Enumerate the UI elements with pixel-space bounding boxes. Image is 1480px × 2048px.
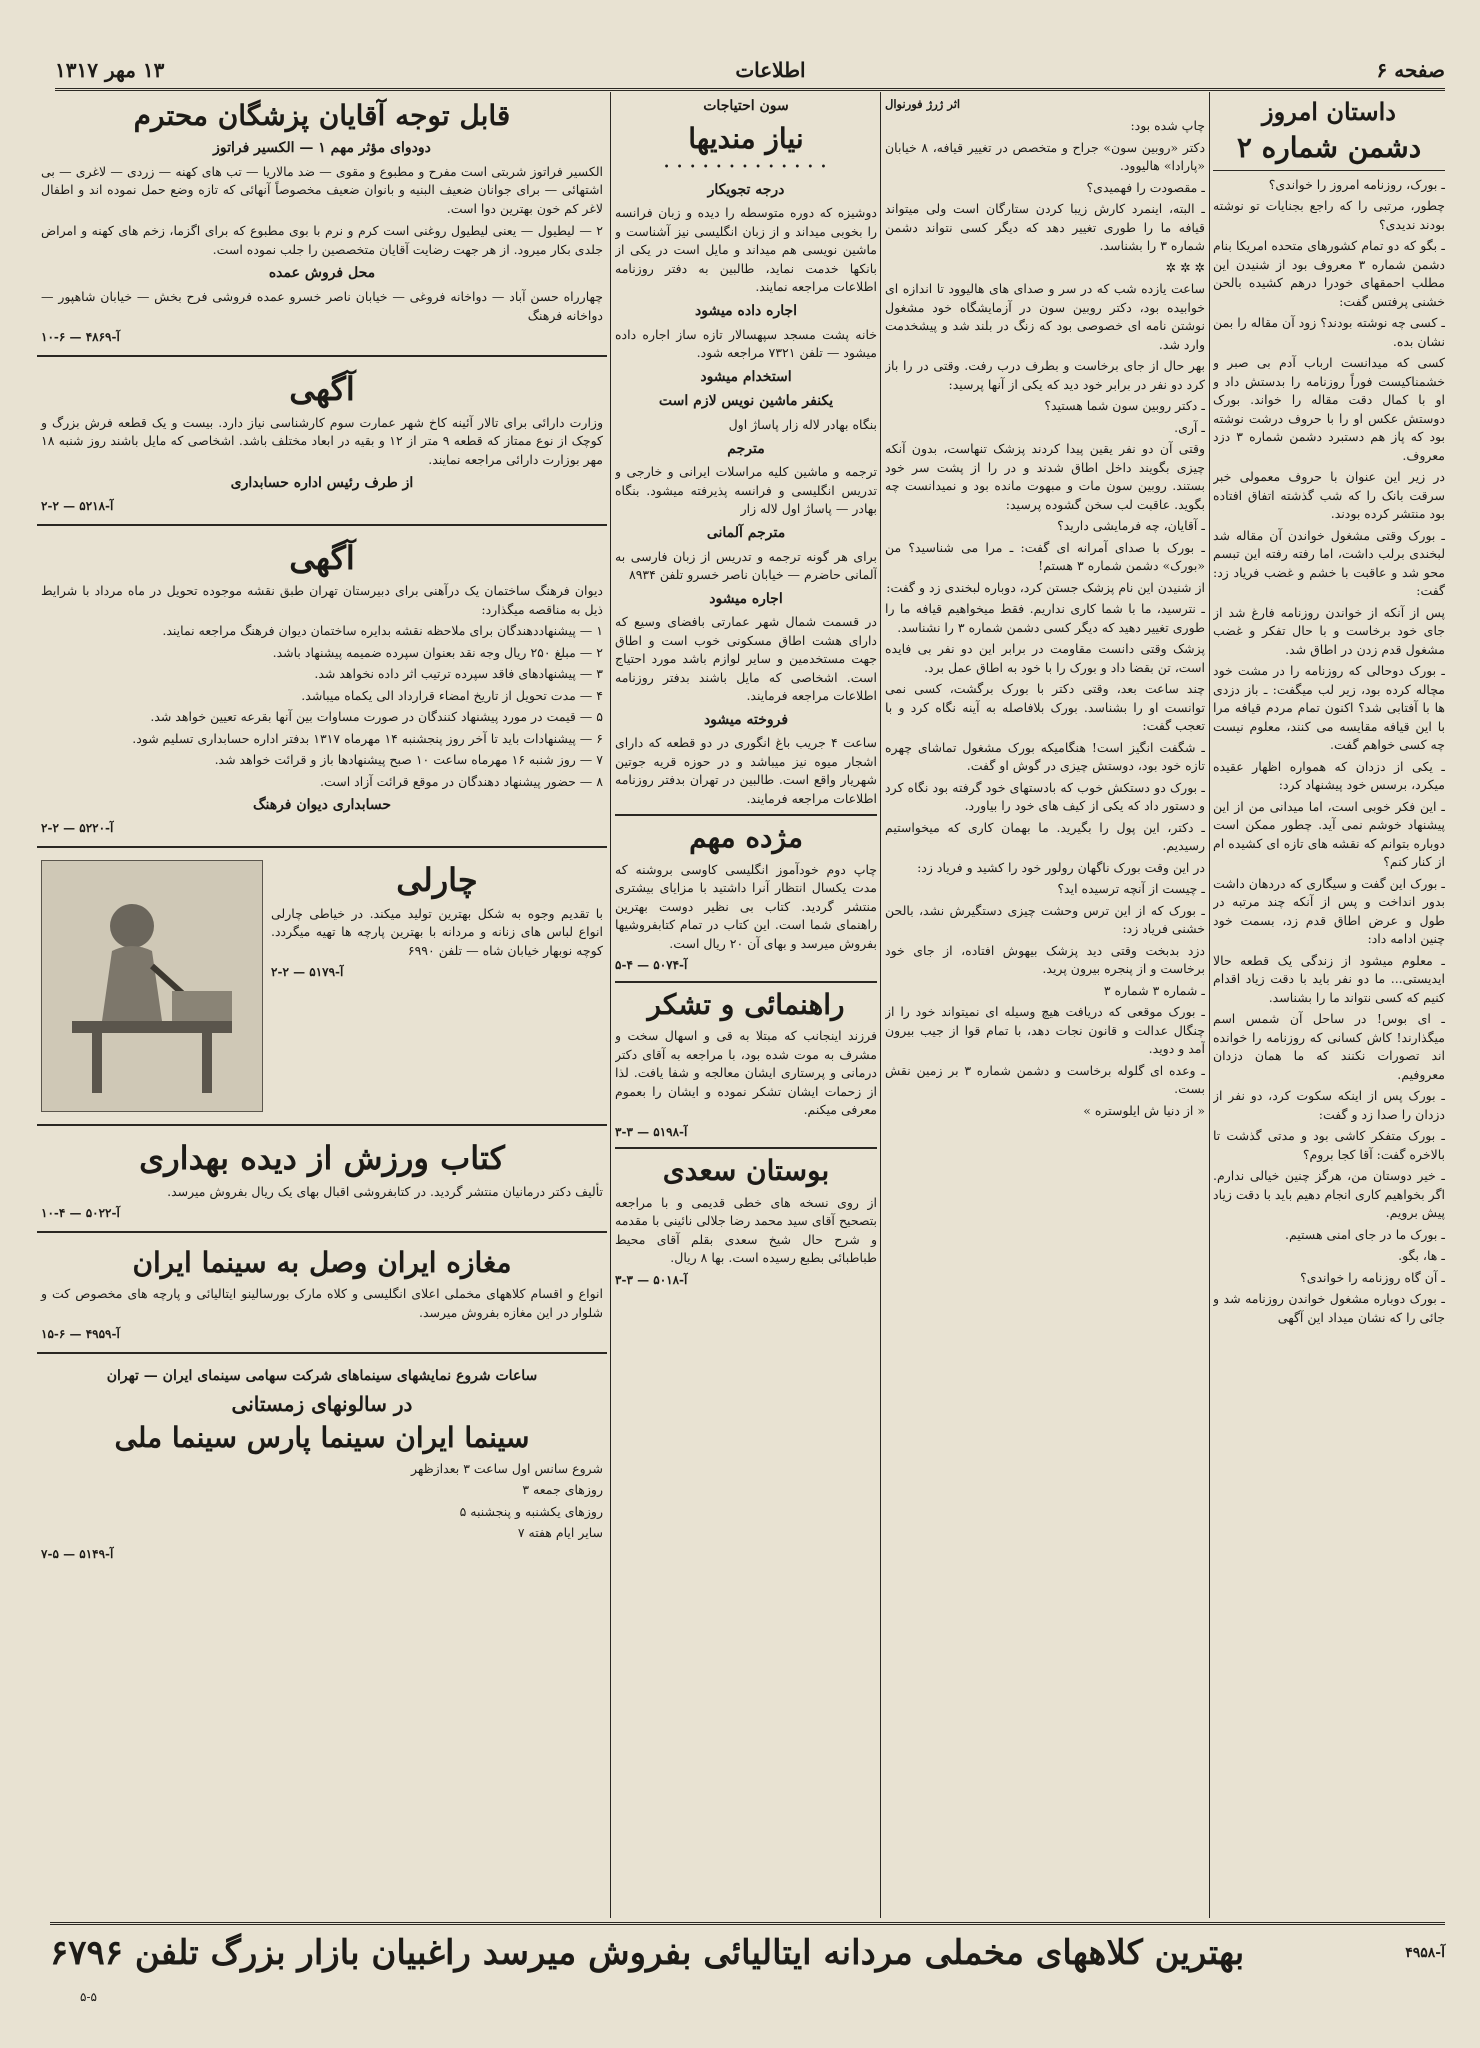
ad-text: در قسمت شمال شهر عمارتی بافضای وسیع که دارای هشت اطاق مسکونی خوب است و اطاق جهت مستخدمین و سایر لوازم باشد مورد احتیاج است. اشخاصی که مایل باشند بدفتر روزنامه اطلاعات مراجعه فرمایند. (615, 614, 877, 704)
notice-item: ۷ — روز شنبه ۱۶ مهرماه ساعت ۱۰ صبح پیشنهادها باز و قرائت خواهد شد. (214, 752, 603, 768)
ad-subheading: محل فروش عمده (268, 265, 376, 282)
divider (615, 981, 877, 983)
banner-code: آ-۴۹۵۸ (1405, 1945, 1445, 1961)
story-paragraph: « از دنیا ش ایلوستره » (1083, 1102, 1205, 1118)
ad-code: آ-۵۲۲۰ — ۲-۲ (41, 821, 114, 836)
story-author: اثر ژرژ فورنوال (885, 97, 961, 111)
ad-text: تألیف دکتر درمانیان منتشر گردید. در کتابفروشی اقبال بهای یک ریال بفروش میرسد. (167, 1183, 603, 1199)
column-rule (1209, 92, 1210, 1918)
notice-title: آگهی (289, 369, 355, 408)
story-paragraph: ـ نترسید، ما با شما کاری نداریم. فقط میخواهیم قیافه ما را طوری تغییر دهید که دیگر کسی دشمن شماره ۳ را نشناسد. (885, 601, 1205, 635)
story-paragraph: دزد بدبخت وقتی دید پزشک بیهوش افتاده، از جای خود برخاست و از پنجره بیرون پرید. (885, 942, 1205, 977)
story-body (1213, 176, 1445, 1328)
ad-code: آ-۵۱۷۹ — ۲-۲ (271, 965, 344, 980)
story-paragraph: ـ ای بوس! در ساحل آن شمس اسم میگذارند! کاش کسانی که روزنامه را خوانده اند تصورات نکنند که ما همان دزدان معروفیم. (1213, 1011, 1445, 1082)
story-paragraph: ـ معلوم میشود از زندگی یک قطعه حالا ایدیستی... ما دو نفر باید با دقت زیاد اقدام کنیم که کسی نتواند ما را بشناسد. (1213, 952, 1445, 1005)
story-paragraph: ـ مقصودت را فهمیدی؟ (1086, 179, 1205, 195)
ad-subheading: مترجم (727, 440, 765, 457)
newspaper-name: اطلاعات (735, 58, 806, 82)
story-paragraph: ـ شگفت انگیز است! هنگامیکه بورک مشغول تماشای چهره تازه خود بود، دوستش چیزی در گوش او گفت. (885, 739, 1205, 774)
column-rule (610, 92, 611, 1918)
story-paragraph: وقتی آن دو نفر یقین پیدا کردند پزشک تنهاست، بدون آنکه چیزی بگویند داخل اطاق شدند و در را از پشت سر خود بستند. روبین سون مات و مبهوت مانده بود و نمیدانست چه بگوید. عاقبت لب سخن گشوده پرسید: (885, 441, 1205, 512)
story-paragraph: ـ بورک، روزنامه امروز را خواندی؟ (1268, 176, 1445, 192)
shop-title: مغازه ایران وصل به سینما ایران (132, 1245, 512, 1279)
story-paragraph: در این وقت بورک ناگهان رولور خود را کشید و فریاد زد: (917, 859, 1205, 875)
ad-text: دوشیزه که دوره متوسطه را دیده و زبان فرانسه را بخوبی میداند و از زبان انگلیسی نیز آشناست و ماشین نویسی هم میداند و مایل است در یکی از بانکها خدمت نماید، طالبین به دفتر روزنامه اطلاعات مراجعه نمایند. (615, 205, 877, 295)
divider (37, 846, 607, 848)
divider (37, 1124, 607, 1126)
story-paragraph: چند ساعت بعد، وقتی دکتر با بورک برگشت، کسی نمی توانست او را بشناسد. بورک بلافاصله به آینه نگاه کرد و با تعجب گفت: (885, 681, 1205, 734)
notice-item: ۳ — پیشنهادهای فاقد سپرده ترتیب اثر داده نخواهد شد. (314, 666, 603, 682)
ad-subheading: درجه تجویکار (707, 181, 785, 198)
story-paragraph: ـ خیر دوستان من، هرگز چنین خیالی ندارم. اگر بخواهیم کاری انجام دهیم باید با دقت زیاد پیش برویم. (1213, 1168, 1445, 1221)
ad-subheading: استخدام میشود (700, 368, 792, 385)
classifieds-column (615, 92, 877, 1918)
ad-text: ساعت ۴ جریب باغ انگوری در دو قطعه که دارای اشجار میوه نیز میباشد و در حوزه قریه جوتین شهریار واقع است. طالبین در تهران بدفتر روزنامه اطلاعات مراجعه فرمایند. (615, 735, 877, 806)
story-paragraph: ✲ ✲ ✲ (1165, 259, 1205, 275)
story-paragraph: کسی که میدانست ارباب آدم بی صبر و خشمناکیست فوراً روزنامه را بدستش داد و او با کمال دقت مقاله را خواند. بورک دوستش عکس او را با حروف درشت نوشته بود که پاز هم دستبرد دشمن شماره ۳ دزد معروف. (1213, 355, 1445, 463)
story-paragraph: ـ بورک وقتی مشغول خواندن آن مقاله شد لبخندی برلب داشت، اما رفته رفته این تبسم محو شد و عاقبت با خشم و غضب فریاد زد: گفت: (1213, 527, 1445, 599)
cinema-row: روزهای جمعه ۳ (522, 1482, 603, 1498)
ad-text: ترجمه و ماشین کلیه مراسلات ایرانی و خارجی و تدریس انگلیسی و فرانسه پذیرفته میشود. بنگاه بهادر — پاساژ اول لاله زار (615, 464, 877, 517)
story-continuation-body (885, 117, 1205, 1120)
footer-code: ۵-۵ (80, 1990, 97, 2004)
ad-text: ۲ — لیطیول — یعنی لیطیول روغنی است کرم و نرم با بوی مطبوع که برای اگزما، زخم های کهنه و امراض جلدی بکار میرود. از هر جهت رضایت آقایان متخصصین را جلب نموده است. (41, 223, 603, 257)
story-paragraph: ـ دکتر روبین سون شما هستید؟ (1044, 398, 1205, 414)
story-paragraph: ـ بورک پس از اینکه سکوت کرد، دو نفر از دزدان را صدا زد و گفت: (1213, 1088, 1445, 1122)
column-rule (880, 92, 881, 1918)
ads-column (37, 92, 607, 1918)
ad-code: آ-۵۱۹۸ — ۳-۳ (615, 1124, 688, 1139)
cinema-subtitle: ساعات شروع نمایشهای سینماهای شرکت سهامی سینمای ایران — تهران (106, 1367, 538, 1384)
divider (1213, 170, 1445, 171)
book-ad (37, 1132, 607, 1225)
cinema-schedule (41, 1460, 603, 1543)
cinema-season: در سالونهای زمستانی (231, 1391, 413, 1416)
ad-text: فرزند اینجانب که مبتلا به قی و اسهال سخت و مشرف به موت شده بود، با مراجعه به آقای دکتر درمانی و پرستاری ایشان معالجه و شفا یافت. لذا از زحمات ایشان تشکر نموده و ایشان را بعموم معرفی میکنم. (615, 1028, 877, 1118)
notice-title: آگهی (289, 538, 355, 577)
ad-code: آ-۴۸۶۹ — ۶-۱۰ (41, 330, 120, 345)
shop-ad (37, 1239, 607, 1346)
ad-code: آ-۴۹۵۹ — ۶-۱۵ (41, 1327, 120, 1342)
ad-text: چهارراه حسن آباد — دواخانه فروغی — خیابان ناصر خسرو عمده فروشی فرح بخش — خیابان شاهپور — دواخانه فرهنگ (41, 289, 603, 323)
culture-notice (37, 532, 607, 840)
story-series: داستان امروز (1262, 97, 1396, 126)
ad-text: انواع و اقسام کلاههای مخملی اعلای انگلیسی و کلاه مارک بورسالینو ایتالیائی و پارچه های مخصوص کت و شلوار در این مغازه بفروش میرسد. (41, 1286, 603, 1320)
cinema-ad (37, 1360, 607, 1566)
notice-item: ۱ — پیشنهاددهندگان برای ملاحظه نقشه بدایره ساختمان دیوان فرهنگ مراجعه نمایند. (162, 623, 603, 639)
good-news-title: مژده مهم (689, 821, 803, 855)
banner-text: بهترین کلاههای مخملی مردانه ایتالیائی بفروش میرسد راغبیان بازار بزرگ تلفن ۶۷۹۶ (50, 1933, 1245, 1973)
ad-title: قابل توجه آقایان پزشگان محترم (133, 99, 511, 132)
ad-text: از روی نسخه های خطی قدیمی و با مراجعه بتصحیح آقای سید محمد رضا جلالی نائینی با مقدمه و شرح حال شیخ سعدی بقلم آقای محیط طباطبائی بطبع رسیده است. بها ۸ ریال. (615, 1194, 877, 1266)
ad-text: وزارت دارائی برای تالار آئینه کاخ شهر عمارت سوم کارشناسی نیاز دارد. بیست و یک قطعه فرش بزرگ و کوچک از نوع ممتاز که قطعه ۹ متر از ۱۲ و بقیه در ابعاد مختلف باشد. اشخاصی که مایل باشند روز شنبه ۱۸ مهر بوزارت دارائی مراجعه نمایند. (41, 414, 604, 467)
story-paragraph: ـ بگو که دو تمام کشورهای متحده امریکا بنام دشمن شماره ۳ معروف بود از شنیدن این مطلب احمقهای خودرا درهم کشیده بالحن خشنی پرفتس گفت: (1213, 238, 1445, 309)
ad-subheading: مترجم آلمانی (706, 524, 786, 541)
pharmacy-ad (37, 92, 607, 349)
story-continuation-column (885, 92, 1205, 1918)
ad-code: آ-۵۰۷۴ — ۴-۵ (615, 958, 688, 973)
story-paragraph: ـ بورک این گفت و سیگاری که دردهان داشت بدور انداخت و پس از آنکه چند مرتبه در طول و عرض اطاق قدم زد، بسمت خود چنین ادامه داد: (1213, 875, 1445, 947)
page-header (55, 52, 1445, 91)
section-label: سون احتیاجات (703, 98, 789, 114)
notice-item: ۸ — حضور پیشنهاد دهندگان در موقع قرائت آزاد است. (319, 773, 603, 789)
story-paragraph: پس از آنکه از خواندن روزنامه فارغ شد از جای خود برخاست و با حال تفکر و غضب مشغول قدم زدن در اطاق شد. (1213, 604, 1445, 657)
story-paragraph: چطور، مرتبی را که راجع بجنایات تو نوشته بودند ندیدی؟ (1213, 198, 1445, 232)
charli-title: چارلی (396, 860, 478, 899)
notice-signature: حسابداری دیوان فرهنگ (252, 797, 392, 814)
ad-subheading: دودوای مؤثر مهم ۱ — الکسیر فراتوز (213, 140, 431, 157)
story-paragraph: در زیر این عنوان با حروف معمولی خبر سرقت بانک را که شب گذشته اتفاق افتاده بود منتشر کرده بودند. (1213, 469, 1445, 522)
ad-subheading: اجاره داده میشود (694, 302, 798, 319)
ad-text: با تقدیم وجوه به شکل بهترین تولید میکند. در خیاطی چارلی انواع لباس های زنانه و مردانه با بهترین پارچه ها تهیه میگردد. کوچه نوبهار خیابان شاه — تلفن ۶۹۹۰ (271, 905, 603, 958)
story-paragraph: ـ بورک دوحالی که روزنامه را در مشت خود مچاله کرده بود، زیر لب میگفت: ـ باز دزدی ها با آفتابی شد؟ اکنون تمام مردم قیافه مرا با این قیافه مقایسه می کنند، معلوم نیست چه کسی خواهم گفت. (1213, 663, 1445, 753)
divider (615, 1147, 877, 1149)
story-paragraph: ـ بورک دوباره مشغول خواندن روزنامه شد و جائی را که نشان میداد این آگهی (1213, 1291, 1445, 1325)
charli-ad (37, 854, 607, 1118)
dots-divider: • • • • • • • • • • • • • (663, 161, 829, 173)
story-paragraph: ـ چیست از آنچه ترسیده اید؟ (1057, 881, 1205, 897)
divider (37, 1352, 607, 1354)
ad-text: برای هر گونه ترجمه و تدریس از زبان فارسی به آلمانی حاضرم — خیابان ناصر خسرو تلفن ۸۹۳۴ (615, 548, 877, 583)
story-paragraph: ـ یکی از دزدان که همواره اظهار عقیده میکرد، برسس خود پیشنهاد کرد: (1213, 758, 1445, 793)
story-paragraph: ـ بورک دو دستکش خوب که بادستهای خود گرفته بود نگاه کرد و دستور داد که یکی از کیف های خود را بیاورد. (885, 779, 1205, 814)
bottom-banner-ad (50, 1922, 1445, 1981)
ad-code: آ-۵۰۲۲ — ۴-۱۰ (41, 1206, 120, 1221)
ad-code: آ-۵۰۱۸ — ۳-۳ (615, 1272, 688, 1287)
story-paragraph: ـ وعده ای گلوله برخاست و دشمن شماره ۳ بر زمین نقش بست. (885, 1062, 1205, 1097)
story-paragraph: دکتر «روبین سون» جراح و متخصص در تغییر قیافه، ۸ خیابان «پارادا» هالیوود. (885, 139, 1205, 174)
ad-text: چاپ دوم خودآموز انگلیسی کاوسی بروشنه که مدت یکسال انتظار آنرا داشتید با مزایای بیشتری منتشر گردید. کتاب بی نظیر دوست بهترین راهنمای شما است. این کتاب در تمام کتابفروشیها بفروش میرسد و بهای آن ۲۰ ریال است. (615, 861, 877, 951)
notice-item: ۶ — پیشنهادات باید تا آخر روز پنجشنبه ۱۴ مهرماه ۱۳۱۷ بدفتر اداره حسابداری تسلیم شود. (132, 730, 603, 746)
divider (37, 524, 607, 526)
ad-text: بنگاه بهادر لاله زار پاساژ اول (728, 417, 877, 433)
boostan-title: بوستان سعدی (662, 1154, 830, 1188)
book-title: کتاب ورزش از دیده بهداری (139, 1138, 505, 1177)
story-paragraph: ـ دکتر، این پول را بگیرید. ما بهمان کاری که میخواستیم رسیدیم. (885, 819, 1205, 854)
story-paragraph: ساعت یازده شب که در سر و صدای های هالیوود تا اندازه ای خوابیده بود، دکتر روبین سون در آزمایشگاه خود مشغول نوشتن نامه ای خصوصی بود که زنگ در بلند شد و پیشخدمت وارد شد. (885, 281, 1205, 352)
story-paragraph: ـ شماره ۳ شماره ۳ (1103, 982, 1205, 998)
story-paragraph: ـ ها، بگو. (1398, 1248, 1445, 1264)
cinema-title: سینما ایران سینما پارس سینما ملی (114, 1420, 530, 1454)
notice-item: ۵ — قیمت در مورد پیشنهاد کنندگان در صورت مساوات بین آنها بقرعه تعیین خواهد شد. (150, 709, 603, 725)
story-paragraph: ـ بورک ما در جای امنی هستیم. (1284, 1226, 1445, 1242)
page-number: صفحه ۶ (1376, 58, 1445, 82)
story-paragraph: ـ البته، اینمرد کارش زیبا کردن ستارگان است ولی میتواند قیافه ما را طوری تغییر دهد که دیگر کسی نتواند دشمن شماره ۳ را بشناسد. (885, 201, 1205, 254)
issue-date: ۱۳ مهر ۱۳۱۷ (55, 58, 165, 82)
ad-headline: یکنفر ماشین نویس لازم است (658, 393, 834, 410)
story-paragraph: ـ آری. (1174, 419, 1205, 435)
story-paragraph: پزشک وقتی دانست مقاومت در برابر این دو نفر بی فایده است، تن بقضا داد و بورک را با خود به اطاق عمل برد. (885, 641, 1205, 675)
ad-text: الکسیر فراتوز شربتی است مفرح و مطبوع و مقوی — ضد مالاریا — تب های کهنه — زردی — لاغری — بی اشتهائی — برای جوانان ضعیف البنیه و بانوان ضعیف مخصوصاً آنهائی که تازه وضع حمل نموده اند و اطفال لاغر کم خون بهترین دوا است. (41, 163, 603, 216)
tailor-illustration-icon (52, 871, 252, 1101)
story-paragraph: چاپ شده بود: (1130, 118, 1205, 134)
divider (615, 814, 877, 816)
story-paragraph: ـ بورک موقعی که دریافت هیچ وسیله ای نمیتواند خود را از چنگال عدالت و قانون نجات دهد، با تمام قوا از جیب بیرون آمد و دوید. (885, 1004, 1205, 1057)
notice-item: ۲ — مبلغ ۲۵۰ ریال وجه نقد بعنوان سپرده ضمیمه پیشنهاد باشد. (272, 644, 603, 660)
guide-title: راهنمائی و تشکر (647, 987, 845, 1021)
story-paragraph: ـ این فکر خوبی است، اما میدانی من از این پیشنهاد خوشم نمی آید. چطور ممکن است دوباره بتوانم که نقشه های تازه ای کشیده ام از کنار کنم؟ (1213, 798, 1445, 870)
story-paragraph: از شنیدن این نام پزشک جستن کرد، دوباره لبخندی زد و گفت: (886, 579, 1205, 595)
story-paragraph: ـ بورک که از این ترس وحشت چیزی دستگیرش نشد، بالحن خشنی فریاد زد: (885, 902, 1205, 937)
cinema-row: روزهای یکشنبه و پنجشنبه ۵ (459, 1503, 603, 1519)
cinema-row: شروع سانس اول ساعت ۳ بعدازظهر (411, 1460, 603, 1476)
finance-notice (37, 363, 607, 518)
ad-subheading: فروخته میشود (703, 711, 789, 728)
ad-subheading: اجاره میشود (709, 590, 783, 607)
divider (37, 355, 607, 357)
notice-signature: از طرف رئیس اداره حسابداری (230, 475, 414, 492)
ad-code: آ-۵۱۴۹ — ۵-۷ (41, 1546, 114, 1561)
story-paragraph: ـ آن گاه روزنامه را خواندی؟ (1300, 1269, 1445, 1285)
cinema-row: سایر ایام هفته ۷ (517, 1525, 603, 1541)
notice-item: دیوان فرهنگ ساختمان یک درآهنی برای دبیرستان تهران طبق نقشه موجوده تحویل در ماه مرداد با شرایط ذیل به مناقصه میگذارد: (41, 583, 603, 617)
story-column (1213, 92, 1445, 1918)
story-paragraph: ـ بورک متفکر کاشی بود و مدتی گذشت تا بالاخره گفت: آقا کجا بروم؟ (1213, 1128, 1445, 1162)
ad-code: آ-۵۲۱۸ — ۲-۲ (41, 498, 114, 513)
ad-text: خانه پشت مسجد سپهسالار تازه ساز اجاره داده میشود — تلفن ۷۳۲۱ مراجعه شود. (615, 326, 877, 361)
tailor-photo (41, 860, 263, 1112)
notice-item: ۴ — مدت تحویل از تاریخ امضاء قرارداد الی یکماه میباشد. (301, 687, 603, 703)
story-title: دشمن شماره ۲ (1236, 130, 1422, 164)
notice-list (41, 582, 603, 791)
divider (37, 1231, 607, 1233)
story-paragraph: بهر حال از جای برخاست و بطرف درب رفت. وقتی در را باز کرد دو نفر در برابر خود دید که یکی از آنها پرسید: (885, 358, 1205, 392)
story-paragraph: ـ بورک با صدای آمرانه ای گفت: ـ مرا می شناسید؟ من «بورک» دشمن شماره ۳ هستم! (885, 539, 1205, 574)
story-paragraph: ـ کسی چه نوشته بودند؟ زود آن مقاله را بمن نشان بده. (1213, 315, 1445, 349)
classifieds-title: نیاز مندیها (688, 121, 804, 155)
story-paragraph: ـ آقایان، چه فرمایشی دارید؟ (1057, 518, 1205, 534)
